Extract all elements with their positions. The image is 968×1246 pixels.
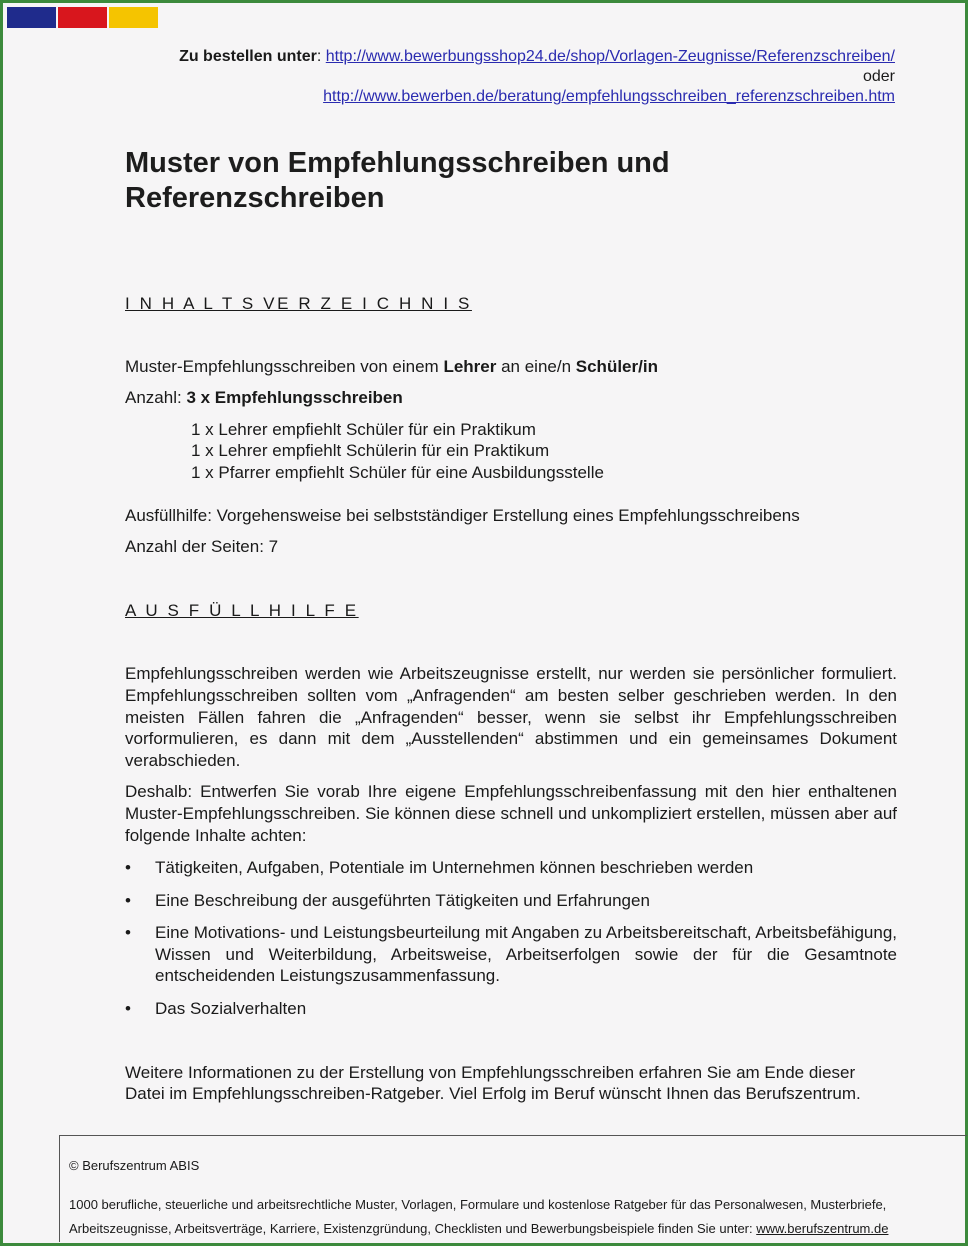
title-line-2: Referenzschreiben	[125, 182, 385, 214]
berufszentrum-link[interactable]: www.berufszentrum.de	[756, 1221, 889, 1236]
list-item: 1 x Lehrer empfiehlt Schüler für ein Praktikum	[191, 419, 536, 439]
list-item: 1 x Lehrer empfiehlt Schülerin für ein Praktikum	[191, 441, 550, 461]
count-line	[125, 387, 897, 409]
shop-link[interactable]: http://www.bewerbungsshop24.de/shop/Vorlagen-Zeugnisse/Referenzschreiben/	[325, 48, 895, 65]
oder-text: oder	[862, 68, 895, 85]
flag-logo	[7, 7, 158, 28]
count-value: 3 x Empfehlungsschreiben	[186, 388, 403, 408]
bullet-item: • Eine Beschreibung der ausgeführten Tätigkeiten und Erfahrungen	[125, 890, 897, 912]
title-line-1: Muster von Empfehlungsschreiben und	[125, 147, 670, 179]
paragraph-1: Empfehlungsschreiben werden wie Arbeitszeugnisse erstellt, nur werden sie persönlicher formuliert. Empfehlungsschreiben sollten vom „Anfragenden“ am besten selber geschrieben werden. In den meisten Fällen fahren die „Anfragenden“ besser, wenn sie selbst ihr Empfehlungsschreiben vorformulieren, es dann mit dem „Ausstellenden“ abstimmen und ein gemeinsames Dokument verabschieden.	[125, 664, 897, 770]
bullet-item: • Eine Motivations- und Leistungsbeurteilung mit Angaben zu Arbeitsbereitschaft, Arbeitsbefähigung, Wissen und Weiterbildung, Arbeitsweise, Arbeitserfolgen sowie der für die Gesamtnote entscheidenden Leistungszusammenfassung.	[125, 922, 897, 987]
intro-line	[125, 356, 897, 378]
intro-bold-lehrer: Lehrer	[443, 356, 497, 376]
footer-line-2-text: Arbeitszeugnisse, Arbeitsverträge, Karriere, Existenzgründung, Checklisten und Bewerbungsbeispiele finden Sie unter:	[69, 1221, 757, 1236]
toc-heading: I N H A L T S VE R Z E I C H N I S	[125, 294, 472, 313]
pages-line: Anzahl der Seiten: 7	[125, 537, 279, 557]
paragraph-2: Deshalb: Entwerfen Sie vorab Ihre eigene Empfehlungsschreibenfassung mit den hier enthaltenen Muster-Empfehlungsschreiben. Sie können diese schnell und unkompliziert erstellen, müssen aber auf folgende Inhalte achten:	[125, 782, 897, 845]
bullet-item: • Tätigkeiten, Aufgaben, Potentiale im Unternehmen können beschrieben werden	[125, 857, 897, 879]
item-list	[125, 419, 897, 484]
bullet-list	[125, 857, 897, 1020]
footer-box	[59, 1135, 967, 1242]
flag-yellow-stripe	[109, 7, 158, 28]
intro-mid: an eine/n	[496, 356, 576, 376]
order-colon: :	[316, 48, 326, 65]
help-heading: A U S F Ü L L H I L F E	[125, 600, 359, 620]
list-item: 1 x Pfarrer empfiehlt Schüler für eine Ausbildungsstelle	[191, 462, 604, 482]
flag-red-stripe	[58, 7, 107, 28]
intro-text: Muster-Empfehlungsschreiben von einem	[125, 356, 444, 376]
flag-blue-stripe	[7, 7, 56, 28]
bewerben-link[interactable]: http://www.bewerben.de/beratung/empfehlungsschreiben_referenzschreiben.htm	[323, 88, 895, 105]
bullet-item: • Das Sozialverhalten	[125, 998, 897, 1020]
order-info	[179, 47, 895, 107]
main-content	[125, 146, 897, 1105]
page-title	[125, 146, 897, 216]
order-label: Zu bestellen unter	[179, 48, 317, 65]
copyright: © Berufszentrum ABIS	[69, 1158, 200, 1173]
closing-paragraph: Weitere Informationen zu der Erstellung von Empfehlungsschreiben erfahren Sie am Ende dieser Datei im Empfehlungsschreiben-Ratgeber. Viel Erfolg im Beruf wünscht Ihnen das Berufszentrum.	[125, 1062, 861, 1104]
count-label: Anzahl:	[125, 388, 187, 408]
footer-line-1: 1000 berufliche, steuerliche und arbeitsrechtliche Muster, Vorlagen, Formulare und kostenlose Ratgeber für das Personalwesen, Musterbriefe,	[69, 1197, 887, 1212]
intro-bold-schueler: Schüler/in	[575, 356, 658, 376]
footer-line-2	[69, 1221, 888, 1236]
fill-help-line: Ausfüllhilfe: Vorgehensweise bei selbstständiger Erstellung eines Empfehlungsschreibens	[125, 505, 800, 525]
